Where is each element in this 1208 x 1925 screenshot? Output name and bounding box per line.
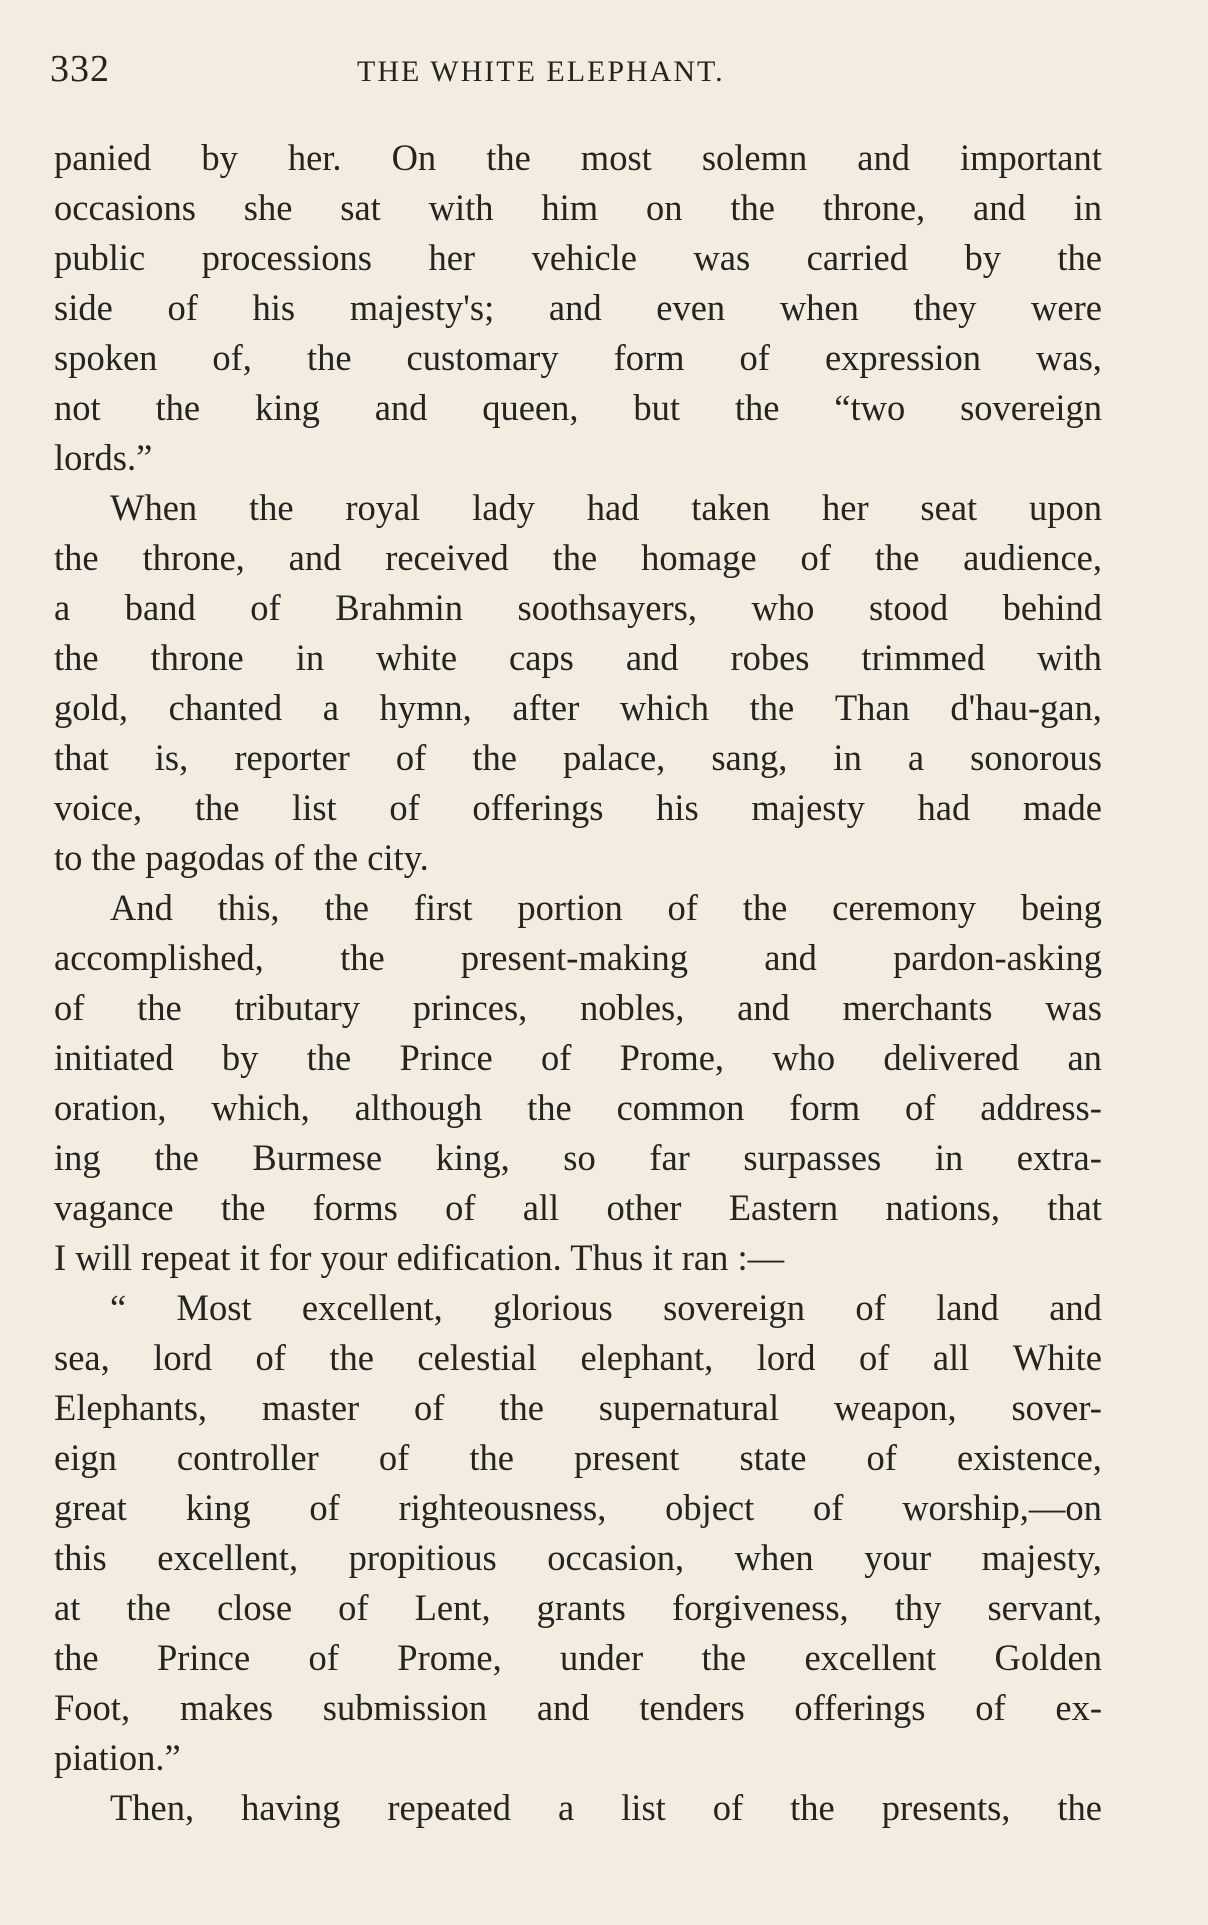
word: in [833, 737, 862, 778]
word: ing [54, 1137, 101, 1178]
word: servant, [987, 1587, 1102, 1628]
word: side [54, 287, 113, 328]
word: soothsayers, [517, 587, 697, 628]
word: at [54, 1587, 81, 1628]
text-line [54, 383, 1102, 433]
word: great [54, 1487, 127, 1528]
text-line [54, 1533, 1102, 1583]
word: a [322, 687, 339, 728]
text-line [54, 1283, 1102, 1333]
word: of [445, 1187, 476, 1228]
text-line [54, 1633, 1102, 1683]
text-line [54, 983, 1102, 1033]
word: supernatural [598, 1387, 780, 1428]
text-line [54, 1433, 1102, 1483]
word: initiated [54, 1037, 174, 1078]
word: celestial [417, 1337, 537, 1378]
word: address- [980, 1087, 1102, 1128]
word: nobles, [579, 987, 685, 1028]
word: reporter [234, 737, 350, 778]
word: makes [179, 1687, 274, 1728]
word: sea, [54, 1337, 110, 1378]
word: offerings [794, 1687, 926, 1728]
word: Elephants, [54, 1387, 208, 1428]
word: a [54, 587, 71, 628]
word: but [633, 387, 681, 428]
word: band [124, 587, 196, 628]
word: and [548, 287, 602, 328]
word: majesty [751, 787, 865, 828]
word: of [308, 1637, 339, 1678]
text-line [54, 1033, 1102, 1083]
word: righteousness, [398, 1487, 607, 1528]
word: nations, [885, 1187, 1000, 1228]
word: all [932, 1337, 970, 1378]
word: although [354, 1087, 483, 1128]
text-line [54, 1583, 1102, 1633]
word: the [324, 887, 369, 928]
word: accomplished, [54, 937, 264, 978]
word: sonorous [970, 737, 1102, 778]
word: of [905, 1087, 936, 1128]
text-line: to the pagodas of the city. [54, 837, 429, 878]
word: throne, [822, 187, 926, 228]
word: ex- [1055, 1687, 1102, 1728]
word: in [295, 637, 325, 678]
text-line: lords.” [54, 437, 153, 478]
word: Golden [994, 1637, 1102, 1678]
text-line [54, 1083, 1102, 1133]
word: grants [536, 1587, 626, 1628]
word: tributary [234, 987, 361, 1028]
word: of [800, 537, 831, 578]
word: Prince [156, 1637, 251, 1678]
word: majesty, [981, 1537, 1102, 1578]
word: they [913, 287, 977, 328]
word: the [552, 537, 598, 578]
word: chanted [168, 687, 283, 728]
text-line [54, 633, 1102, 683]
word: the [54, 637, 99, 678]
word: surpasses [743, 1137, 882, 1178]
word: the [306, 337, 352, 378]
word: had [586, 487, 640, 528]
word: And [110, 887, 173, 928]
word: his [252, 287, 296, 328]
word: the [1057, 1787, 1102, 1828]
word: the [486, 137, 531, 178]
word: even [656, 287, 726, 328]
word: had [917, 787, 971, 828]
word: carried [806, 237, 908, 278]
word: behind [1002, 587, 1102, 628]
word: majesty's; [349, 287, 495, 328]
word: which [619, 687, 710, 728]
word: of [866, 1437, 897, 1478]
word: this [54, 1537, 107, 1578]
word: state [739, 1437, 807, 1478]
word: the [469, 1437, 514, 1478]
word: excellent, [157, 1537, 299, 1578]
word: and [973, 187, 1026, 228]
word: other [606, 1187, 682, 1228]
text-line [54, 283, 1102, 333]
word: vehicle [531, 237, 637, 278]
word: Foot, [54, 1687, 131, 1728]
word: d'hau-gan, [950, 687, 1102, 728]
page-number: 332 [50, 48, 110, 90]
word: sat [340, 187, 381, 228]
word: land [936, 1287, 999, 1328]
word: the [874, 537, 920, 578]
word: not [54, 387, 101, 428]
word: lady [472, 487, 535, 528]
word: hymn, [379, 687, 472, 728]
word: homage [641, 537, 757, 578]
word: pardon-asking [893, 937, 1102, 978]
word: oration, [54, 1087, 167, 1128]
word: with [428, 187, 494, 228]
word: him [541, 187, 599, 228]
word: common [616, 1087, 745, 1128]
word: Then, [110, 1787, 195, 1828]
word: and [625, 637, 679, 678]
word: the [701, 1637, 747, 1678]
word: and [857, 137, 910, 178]
text-line [54, 1133, 1102, 1183]
word: the [154, 1137, 199, 1178]
word: Prince [399, 1037, 493, 1078]
text-line [54, 1383, 1102, 1433]
word: gold, [54, 687, 129, 728]
word: seat [920, 487, 978, 528]
word: of [250, 587, 281, 628]
word: the [742, 887, 788, 928]
word: after [512, 687, 580, 728]
word: “two [834, 387, 906, 428]
word: close [217, 1587, 293, 1628]
word: important [959, 137, 1102, 178]
word: forms [312, 1187, 398, 1228]
word: form [613, 337, 685, 378]
word: panied [54, 137, 152, 178]
word: glorious [493, 1287, 613, 1328]
word: was, [1036, 337, 1102, 378]
word: sang, [711, 737, 788, 778]
word: and [764, 937, 817, 978]
word: princes, [412, 987, 528, 1028]
word: list [292, 787, 337, 828]
word: processions [201, 237, 373, 278]
word: being [1020, 887, 1102, 928]
text-line [54, 183, 1102, 233]
word: Prome, [619, 1037, 725, 1078]
word: the [472, 737, 517, 778]
word: she [243, 187, 293, 228]
word: far [649, 1137, 690, 1178]
word: the [54, 1637, 99, 1678]
word: your [864, 1537, 932, 1578]
text-line: I will repeat it for your edification. Thus it ran :— [54, 1237, 785, 1278]
word: of, [212, 337, 252, 378]
word: her. [287, 137, 342, 178]
text-line: piation.” [54, 1737, 181, 1778]
word: when [779, 287, 859, 328]
word: in [1073, 187, 1102, 228]
word: the [126, 1587, 171, 1628]
word: a [907, 737, 925, 778]
word: weapon, [833, 1387, 957, 1428]
word: upon [1028, 487, 1102, 528]
word: the [137, 987, 182, 1028]
word: thy [894, 1587, 942, 1628]
word: excellent, [301, 1287, 443, 1328]
word: the [730, 187, 775, 228]
word: Most [176, 1287, 252, 1328]
word: first [413, 887, 473, 928]
word: spoken [54, 337, 158, 378]
word: master [261, 1387, 360, 1428]
word: the [329, 1337, 374, 1378]
word: made [1022, 787, 1102, 828]
word: audience, [963, 537, 1102, 578]
word: throne [150, 637, 244, 678]
word: Prome, [397, 1637, 502, 1678]
word: presents, [881, 1787, 1011, 1828]
word: of [54, 987, 85, 1028]
word: elephant, [580, 1337, 714, 1378]
word: robes [730, 637, 810, 678]
word: of [858, 1337, 890, 1378]
word: sover- [1011, 1387, 1102, 1428]
word: repeated [387, 1787, 512, 1828]
word: merchants [842, 987, 993, 1028]
text-line [54, 533, 1102, 583]
word: and [288, 537, 342, 578]
word: an [1067, 1037, 1102, 1078]
word: the [54, 537, 99, 578]
word: was [1045, 987, 1102, 1028]
word: forgiveness, [671, 1587, 849, 1628]
word: under [560, 1637, 644, 1678]
word: received [385, 537, 509, 578]
word: with [1037, 637, 1102, 678]
word: of [813, 1487, 844, 1528]
text-line [54, 933, 1102, 983]
word: were [1031, 287, 1102, 328]
word: lord [756, 1337, 816, 1378]
word: vagance [54, 1187, 174, 1228]
word: submission [322, 1687, 488, 1728]
text-line [54, 233, 1102, 283]
word: the [499, 1387, 544, 1428]
word: and [737, 987, 790, 1028]
word: of [378, 1437, 410, 1478]
word: and [374, 387, 428, 428]
word: of [712, 1787, 744, 1828]
word: Lent, [414, 1587, 491, 1628]
word: customary [406, 337, 559, 378]
word: stood [868, 587, 949, 628]
word: queen, [482, 387, 579, 428]
word: lord [153, 1337, 212, 1378]
word: that [54, 737, 109, 778]
running-title: THE WHITE ELEPHANT. [357, 55, 725, 88]
text-line [54, 333, 1102, 383]
word: and [1049, 1287, 1102, 1328]
text-line [54, 1783, 1102, 1833]
word: controller [176, 1437, 319, 1478]
word: present-making [460, 937, 688, 978]
word: delivered [883, 1037, 1020, 1078]
text-line [54, 1483, 1102, 1533]
text-line [54, 1333, 1102, 1383]
word: caps [509, 637, 574, 678]
word: king [254, 387, 320, 428]
word: list [621, 1787, 666, 1828]
word: Brahmin [335, 587, 463, 628]
word: having [241, 1787, 341, 1828]
word: public [54, 237, 146, 278]
word: on [646, 187, 683, 228]
word: who [772, 1037, 836, 1078]
word: by [964, 237, 1001, 278]
word: When [110, 487, 198, 528]
word: solemn [701, 137, 808, 178]
word: occasions [54, 187, 196, 228]
word: a [557, 1787, 575, 1828]
word: when [734, 1537, 814, 1578]
word: by [201, 137, 238, 178]
word: voice, [54, 787, 143, 828]
word: Burmese [252, 1137, 383, 1178]
word: tenders [639, 1687, 745, 1728]
word: in [934, 1137, 964, 1178]
word: of [338, 1587, 369, 1628]
word: of [855, 1287, 886, 1328]
word: of [309, 1487, 340, 1528]
word: the [248, 487, 294, 528]
word: worship,—on [902, 1487, 1102, 1528]
word: taken [691, 487, 771, 528]
word: the [306, 1037, 352, 1078]
word: of [167, 287, 198, 328]
text-line [54, 583, 1102, 633]
word: his [656, 787, 699, 828]
word: the [734, 387, 780, 428]
word: White [1012, 1337, 1102, 1378]
word: the [527, 1087, 572, 1128]
word: present [574, 1437, 680, 1478]
text-line [54, 883, 1102, 933]
word: the [340, 937, 385, 978]
word: the [155, 387, 201, 428]
word: king, [435, 1137, 510, 1178]
word: this, [217, 887, 280, 928]
word: portion [517, 887, 623, 928]
text-line [54, 133, 1102, 183]
word: excellent [804, 1637, 937, 1678]
word: of [975, 1687, 1006, 1728]
body-text [54, 133, 1102, 1833]
word: royal [345, 487, 421, 528]
word: of [667, 887, 698, 928]
word: who [751, 587, 815, 628]
word: ceremony [832, 887, 977, 928]
word: of [414, 1387, 445, 1428]
word: that [1047, 1187, 1102, 1228]
word: occasion, [547, 1537, 685, 1578]
word: the [749, 687, 795, 728]
word: form [789, 1087, 861, 1128]
word: all [522, 1187, 560, 1228]
word: of [739, 337, 770, 378]
word: On [391, 137, 437, 178]
word: existence, [956, 1437, 1102, 1478]
word: expression [824, 337, 982, 378]
word: king [185, 1487, 251, 1528]
word: “ [110, 1287, 127, 1328]
word: palace, [562, 737, 666, 778]
text-line [54, 1683, 1102, 1733]
word: so [563, 1137, 596, 1178]
text-line [54, 683, 1102, 733]
word: of [389, 787, 420, 828]
word: her [822, 487, 869, 528]
word: offerings [472, 787, 604, 828]
text-line [54, 483, 1102, 533]
word: of [540, 1037, 572, 1078]
text-line [54, 1183, 1102, 1233]
word: by [221, 1037, 259, 1078]
word: of [255, 1337, 286, 1378]
word: and [536, 1687, 590, 1728]
word: is, [154, 737, 189, 778]
word: Eastern [728, 1187, 839, 1228]
word: eign [54, 1437, 117, 1478]
word: which, [211, 1087, 310, 1128]
text-line [54, 733, 1102, 783]
word: trimmed [861, 637, 986, 678]
word: the [220, 1187, 266, 1228]
word: throne, [142, 537, 245, 578]
word: sovereign [960, 387, 1102, 428]
word: was [693, 237, 751, 278]
word: most [580, 137, 652, 178]
word: white [376, 637, 458, 678]
word: of [395, 737, 427, 778]
word: her [428, 237, 476, 278]
word: extra- [1016, 1137, 1102, 1178]
word: propitious [348, 1537, 497, 1578]
word: object [665, 1487, 755, 1528]
word: the [194, 787, 240, 828]
word: sovereign [663, 1287, 805, 1328]
text-line [54, 783, 1102, 833]
word: Than [834, 687, 910, 728]
word: the [790, 1787, 835, 1828]
word: the [1057, 237, 1102, 278]
